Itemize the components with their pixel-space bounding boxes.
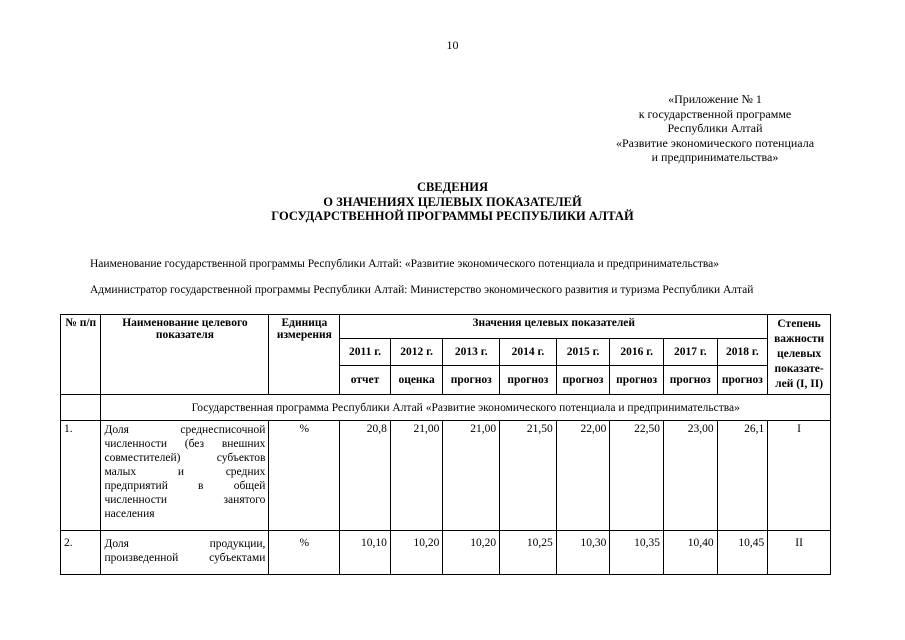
row-unit: % xyxy=(269,531,340,575)
table-row xyxy=(61,421,831,531)
row-value: 10,25 xyxy=(500,531,557,575)
indicators-table xyxy=(60,314,831,575)
appendix-line: к государственной программе xyxy=(638,106,792,121)
row-value: 10,45 xyxy=(717,531,768,575)
header-num: № п/п xyxy=(61,315,101,395)
year-header: 2012 г. xyxy=(390,339,443,366)
row-name xyxy=(101,421,269,531)
title-line: О ЗНАЧЕНИЯХ ЦЕЛЕВЫХ ПОКАЗАТЕЛЕЙ xyxy=(323,194,582,209)
row-num: 2. xyxy=(61,531,101,575)
row-value: 26,1 xyxy=(717,421,768,531)
year-type: отчет xyxy=(340,366,391,395)
section-num-cell xyxy=(61,395,101,421)
title-line: СВЕДЕНИЯ xyxy=(416,180,489,194)
row-name-line: населения xyxy=(104,508,155,520)
row-value: 20,8 xyxy=(340,421,391,531)
year-type: прогноз xyxy=(663,366,717,395)
row-value: 10,35 xyxy=(610,531,664,575)
year-type: прогноз xyxy=(610,366,664,395)
appendix-note xyxy=(600,92,830,165)
appendix-line: и предпринимательства» xyxy=(651,150,779,164)
appendix-line: Республики Алтай xyxy=(667,121,763,135)
row-importance: II xyxy=(768,531,831,575)
row-name-line: численности занятого xyxy=(104,494,266,506)
program-name: Наименование государственной программы Республики Алтай: «Развитие экономического потенциала и предпринимательства» xyxy=(90,258,720,270)
page-number: 10 xyxy=(446,38,459,52)
year-header: 2015 г. xyxy=(556,339,610,366)
row-value: 10,20 xyxy=(443,531,500,575)
appendix-line: «Приложение № 1 xyxy=(668,92,762,106)
year-type: прогноз xyxy=(500,366,557,395)
row-value: 21,00 xyxy=(390,421,443,531)
row-value: 10,20 xyxy=(390,531,443,575)
row-name-line: численности (без внешних xyxy=(104,438,266,450)
year-header: 2017 г. xyxy=(663,339,717,366)
header-name: Наименование целевого показателя xyxy=(101,315,269,395)
row-value: 21,00 xyxy=(443,421,500,531)
row-name-line: Доля среднесписочной xyxy=(104,424,266,436)
row-unit: % xyxy=(269,421,340,531)
row-name-line: малых и средних xyxy=(104,466,266,478)
year-header: 2011 г. xyxy=(340,339,391,366)
row-value: 21,50 xyxy=(500,421,557,531)
document-title xyxy=(0,180,905,224)
row-name-line: Доля продукции, xyxy=(104,538,266,550)
row-value: 22,00 xyxy=(556,421,610,531)
section-title: Государственная программа Республики Алтай «Развитие экономического потенциала и предпринимательства» xyxy=(101,395,831,421)
row-value: 10,30 xyxy=(556,531,610,575)
row-name-line: предприятий в общей xyxy=(104,480,266,492)
row-importance: I xyxy=(768,421,831,531)
year-type: прогноз xyxy=(556,366,610,395)
year-type: прогноз xyxy=(443,366,500,395)
row-name-line: совместителей) субъектов xyxy=(104,452,266,464)
year-type: оценка xyxy=(390,366,443,395)
row-value: 23,00 xyxy=(663,421,717,531)
header-values: Значения целевых показателей xyxy=(340,315,768,339)
header-unit: Единица измерения xyxy=(269,315,340,395)
row-value: 10,10 xyxy=(340,531,391,575)
year-header: 2014 г. xyxy=(500,339,557,366)
appendix-line: «Развитие экономического потенциала xyxy=(615,135,815,150)
table-row xyxy=(61,531,831,575)
row-num: 1. xyxy=(61,421,101,531)
year-header: 2016 г. xyxy=(610,339,664,366)
header-importance: Степень важности целевых показате-лей (I, II) xyxy=(768,315,831,395)
row-name-line: произведенной субъектами xyxy=(104,552,266,564)
title-line: ГОСУДАРСТВЕННОЙ ПРОГРАММЫ РЕСПУБЛИКИ АЛТАЙ xyxy=(271,209,634,223)
row-value: 10,40 xyxy=(663,531,717,575)
row-name xyxy=(101,531,269,575)
year-header: 2018 г. xyxy=(717,339,768,366)
year-header: 2013 г. xyxy=(443,339,500,366)
program-administrator: Администратор государственной программы Республики Алтай: Министерство экономического развития и туризма Республики Алтай xyxy=(90,284,754,296)
row-value: 22,50 xyxy=(610,421,664,531)
year-type: прогноз xyxy=(717,366,768,395)
